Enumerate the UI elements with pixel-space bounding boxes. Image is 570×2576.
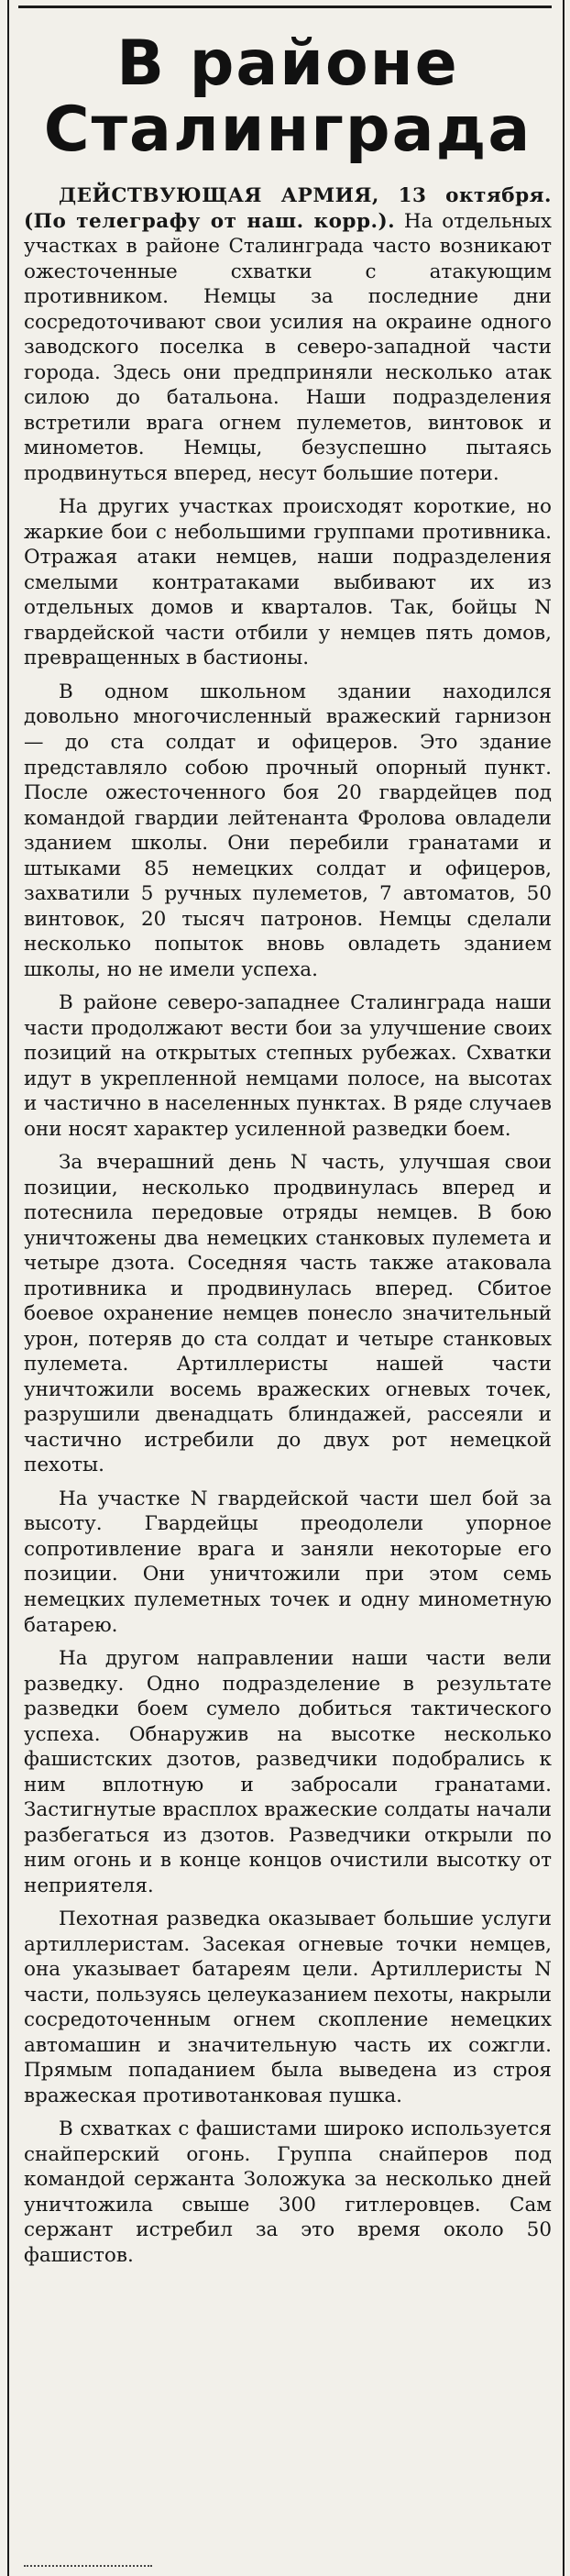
dateline: ДЕЙСТВУЮЩАЯ АРМИЯ, 13 октября. (По телеграфу от наш. корр.). bbox=[24, 184, 552, 233]
paragraph-6: На участке N гвардейской части шел бой за высоту. Гвардейцы преодолели упорное сопротивление врага и заняли некоторые его позиции. Они уничтожили при этом семь немецких пулеметных точек и одну минометную батарею. bbox=[24, 1487, 552, 1637]
next-article-fragment bbox=[24, 2565, 152, 2572]
paragraph-8: Пехотная разведка оказывает большие услуги артиллеристам. Засекая огневые точки немцев, она указывает батареям цели. Артиллеристы N части, пользуясь целеуказанием пехоты, накрыли сосредоточенным огнем скопление немецких автомашин и значительную часть их сожгли. Прямым попаданием была выведена из строя вражеская противотанковая пушка. bbox=[24, 1907, 552, 2107]
paragraph-5: За вчерашний день N часть, улучшая свои позиции, несколько продвинулась вперед и потеснила передовые отряды немцев. В бою уничтожены два немецких станковых пулемета и четыре дзота. Соседняя часть также атаковала противника и продвинулась вперед. Сбитое боевое охранение немцев понесло значительный урон, потеряв до ста солдат и четыре станковых пулемета. Артиллеристы нашей части уничтожили восемь вражеских огневых точек, разрушили двенадцать блиндажей, рассеяли и частично истребили до двух рот немецкой пехоты. bbox=[24, 1151, 552, 1477]
right-column-rule bbox=[563, 0, 565, 2576]
top-rule bbox=[18, 6, 552, 8]
paragraph-4: В районе северо-западнее Сталинграда наши части продолжают вести бои за улучшение своих позиций на открытых степных рубежах. Схватки идут в укрепленной немцами полосе, на высотах и частично в населенных пунктах. В ряде случаев они носят характер усиленной разведки боем. bbox=[24, 991, 552, 1141]
news-article bbox=[24, 28, 552, 2276]
paragraph-3: В одном школьном здании находился довольно многочисленный вражеский гарнизон — до ста солдат и офицеров. Это здание представляло собою прочный опорный пункт. После ожесточенного боя 20 гвардейцев под командой гвардии лейтенанта Фролова овладели зданием школы. Они перебили гранатами и штыками 85 немецких солдат и офицеров, захватили 5 ручных пулеметов, 7 автоматов, 50 винтовок, 20 тысяч патронов. Немцы сделали несколько попыток вновь овладеть зданием школы, но не имели успеха. bbox=[24, 680, 552, 981]
paragraph-1 bbox=[24, 183, 552, 486]
paragraph-9: В схватках с фашистами широко используется снайперский огонь. Группа снайперов под командой сержанта Золожука за несколько дней уничтожила свыше 300 гитлеровцев. Сам сержант истребил за это время около 50 фашистов. bbox=[24, 2117, 552, 2267]
paragraph-1-text: На отдельных участках в районе Сталинграда часто возникают ожесточенные схватки с атакующим противником. Немцы за последние дни сосредоточивают свои усилия на окраине одного заводского поселка в северо-западной части города. Здесь они предприняли несколько атак силою до батальона. Наши подразделения встретили врага огнем пулеметов, винтовок и минометов. Немцы, безуспешно пытаясь продвинуться вперед, несут большие потери. bbox=[24, 209, 552, 485]
headline bbox=[24, 28, 552, 167]
headline-line-1: В районе bbox=[116, 28, 459, 100]
paragraph-7: На другом направлении наши части вели разведку. Одно подразделение в результате разведки боем сумело добиться тактического успеха. Обнаружив на высотке несколько фашистских дзотов, разведчики подобрались к ним вплотную и забросали гранатами. Застигнутые врасплох вражеские солдаты начали разбегаться из дзотов. Разведчики открыли по ним огонь и в конце концов очистили высотку от неприятеля. bbox=[24, 1647, 552, 1897]
left-column-rule bbox=[7, 0, 9, 2576]
article-body bbox=[24, 183, 552, 2268]
headline-line-2: Сталинграда bbox=[43, 94, 532, 167]
paragraph-2: На других участках происходят короткие, но жаркие бои с небольшими группами противника. Отражая атаки немцев, наши подразделения смелыми контратаками выбивают их из отдельных домов и кварталов. Так, бойцы N гвардейской части отбили у немцев пять домов, превращенных в бастионы. bbox=[24, 495, 552, 670]
